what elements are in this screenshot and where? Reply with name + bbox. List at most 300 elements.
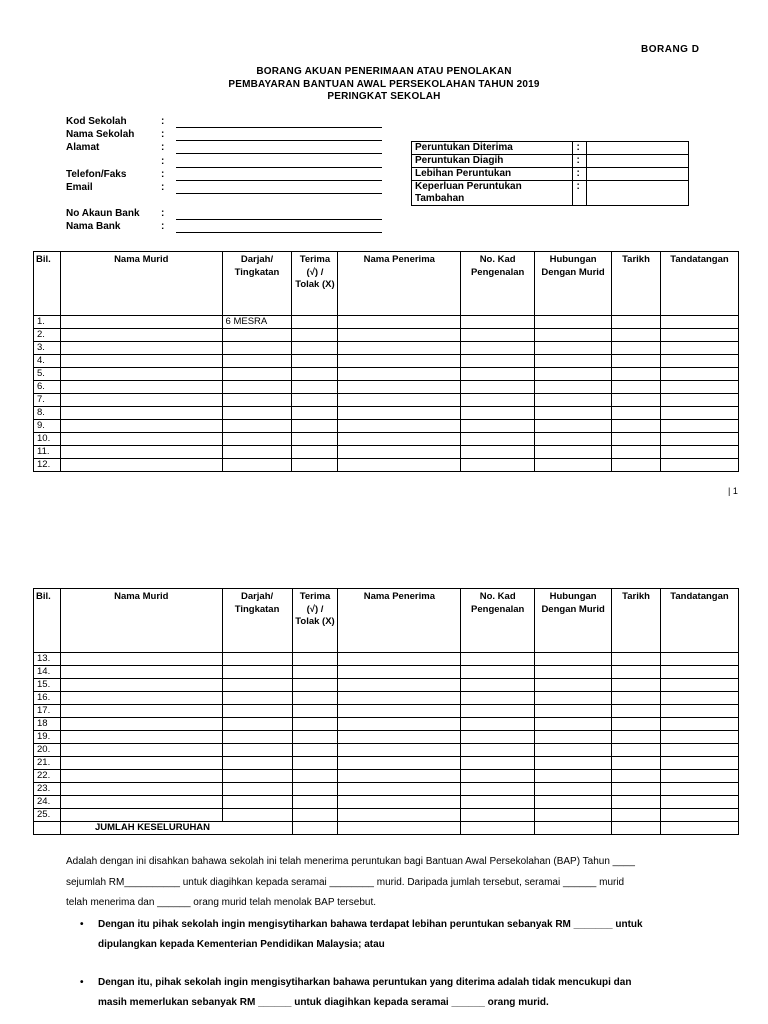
relationship-cell[interactable] xyxy=(535,394,612,407)
accept-reject-cell[interactable] xyxy=(292,770,338,783)
class-cell[interactable] xyxy=(222,679,292,692)
signature-cell[interactable] xyxy=(660,355,738,368)
date-cell[interactable] xyxy=(612,368,661,381)
signature-cell[interactable] xyxy=(660,381,738,394)
table-row xyxy=(34,394,739,407)
date-cell[interactable] xyxy=(612,744,661,757)
table-row xyxy=(34,316,739,329)
recipient-name-cell[interactable] xyxy=(338,407,461,420)
bullet-line: Dengan itu pihak sekolah ingin mengisytiharkan bahawa terdapat lebihan peruntukan sebanyak RM _______ untuk xyxy=(98,919,643,930)
table-row xyxy=(34,459,739,472)
table-row xyxy=(34,744,739,757)
date-cell[interactable] xyxy=(612,381,661,394)
title-line-1: BORANG AKUAN PENERIMAAN ATAU PENOLAKAN xyxy=(256,66,512,77)
recipient-name-cell[interactable] xyxy=(338,381,461,394)
ic-number-cell[interactable] xyxy=(461,679,535,692)
student-name-cell[interactable] xyxy=(60,446,222,459)
recipient-name-cell[interactable] xyxy=(338,433,461,446)
bank-name-field[interactable] xyxy=(176,232,382,233)
student-name-cell[interactable] xyxy=(60,809,222,822)
allocation-surplus-value[interactable] xyxy=(587,168,689,181)
school-code-field[interactable] xyxy=(176,127,382,128)
student-name-cell[interactable] xyxy=(60,420,222,433)
header-accept-reject: Terima (√) / Tolak (X) xyxy=(292,252,338,316)
declaration-paragraph xyxy=(66,852,706,914)
student-name-cell[interactable] xyxy=(60,783,222,796)
accept-reject-cell[interactable] xyxy=(292,653,338,666)
recipient-name-cell[interactable] xyxy=(338,692,461,705)
recipient-name-cell[interactable] xyxy=(338,394,461,407)
relationship-cell[interactable] xyxy=(535,446,612,459)
date-cell[interactable] xyxy=(612,770,661,783)
recipient-name-cell[interactable] xyxy=(338,809,461,822)
student-name-cell[interactable] xyxy=(60,433,222,446)
date-cell[interactable] xyxy=(612,757,661,770)
date-cell[interactable] xyxy=(612,718,661,731)
ic-number-cell[interactable] xyxy=(461,420,535,433)
signature-cell[interactable] xyxy=(661,783,739,796)
accept-reject-cell[interactable] xyxy=(292,666,338,679)
colon: : xyxy=(161,221,165,232)
accept-reject-cell[interactable] xyxy=(292,420,338,433)
row-number: 18 xyxy=(34,718,61,731)
signature-cell[interactable] xyxy=(661,679,739,692)
bank-account-label: No Akaun Bank xyxy=(66,208,140,219)
header-date: Tarikh xyxy=(612,589,661,653)
bank-account-field[interactable] xyxy=(176,219,382,220)
total-cell[interactable] xyxy=(612,822,661,835)
signature-cell[interactable] xyxy=(660,316,738,329)
ic-number-cell[interactable] xyxy=(461,446,535,459)
class-cell[interactable] xyxy=(222,796,292,809)
class-cell[interactable] xyxy=(222,446,292,459)
class-cell[interactable] xyxy=(222,355,292,368)
relationship-cell[interactable] xyxy=(535,796,612,809)
date-cell[interactable] xyxy=(612,394,661,407)
recipient-name-cell[interactable] xyxy=(338,342,461,355)
class-cell[interactable] xyxy=(222,381,292,394)
allocation-row xyxy=(412,168,689,181)
date-cell[interactable] xyxy=(612,459,661,472)
ic-number-cell[interactable] xyxy=(461,381,535,394)
relationship-cell[interactable] xyxy=(535,459,612,472)
page-number: | 1 xyxy=(728,486,738,496)
signature-cell[interactable] xyxy=(661,757,739,770)
table-row xyxy=(34,666,739,679)
class-cell[interactable] xyxy=(222,757,292,770)
header-recipient-name: Nama Penerima xyxy=(338,252,461,316)
email-field[interactable] xyxy=(176,193,382,194)
class-cell[interactable] xyxy=(222,783,292,796)
row-number: 20. xyxy=(34,744,61,757)
recipient-table-page-2 xyxy=(33,588,739,835)
student-name-cell[interactable] xyxy=(60,744,222,757)
bullet-line: masih memerlukan sebanyak RM ______ untuk diagihkan kepada seramai ______ orang murid. xyxy=(98,997,549,1008)
signature-cell[interactable] xyxy=(660,342,738,355)
ic-number-cell[interactable] xyxy=(461,757,535,770)
recipient-name-cell[interactable] xyxy=(338,731,461,744)
signature-cell[interactable] xyxy=(661,731,739,744)
recipient-name-cell[interactable] xyxy=(338,783,461,796)
colon: : xyxy=(161,182,165,193)
row-number: 12. xyxy=(34,459,61,472)
student-name-cell[interactable] xyxy=(60,718,222,731)
school-code-label: Kod Sekolah xyxy=(66,116,127,127)
date-cell[interactable] xyxy=(612,316,661,329)
table-row xyxy=(34,731,739,744)
signature-cell[interactable] xyxy=(660,446,738,459)
class-cell[interactable] xyxy=(222,653,292,666)
relationship-cell[interactable] xyxy=(535,368,612,381)
table-row xyxy=(34,757,739,770)
date-cell[interactable] xyxy=(612,329,661,342)
signature-cell[interactable] xyxy=(660,329,738,342)
recipient-name-cell[interactable] xyxy=(338,718,461,731)
phone-fax-label: Telefon/Faks xyxy=(66,169,127,180)
accept-reject-cell[interactable] xyxy=(292,718,338,731)
header-signature: Tandatangan xyxy=(661,589,739,653)
date-cell[interactable] xyxy=(612,731,661,744)
header-student-name: Nama Murid xyxy=(60,589,222,653)
email-label: Email xyxy=(66,182,93,193)
row-number: 11. xyxy=(34,446,61,459)
student-name-cell[interactable] xyxy=(60,653,222,666)
row-number: 17. xyxy=(34,705,61,718)
table-row xyxy=(34,342,739,355)
signature-cell[interactable] xyxy=(660,368,738,381)
recipient-name-cell[interactable] xyxy=(338,446,461,459)
relationship-cell[interactable] xyxy=(535,329,612,342)
ic-number-cell[interactable] xyxy=(461,459,535,472)
relationship-cell[interactable] xyxy=(535,433,612,446)
student-name-cell[interactable] xyxy=(60,679,222,692)
student-name-cell[interactable] xyxy=(60,731,222,744)
allocation-received-value[interactable] xyxy=(587,142,689,155)
row-number: 24. xyxy=(34,796,61,809)
ic-number-cell[interactable] xyxy=(461,770,535,783)
header-relationship: Hubungan Dengan Murid xyxy=(535,252,612,316)
student-name-cell[interactable] xyxy=(60,355,222,368)
class-cell[interactable]: 6 MESRA xyxy=(222,316,292,329)
class-cell[interactable] xyxy=(222,770,292,783)
accept-reject-cell[interactable] xyxy=(292,329,338,342)
colon: : xyxy=(161,156,165,167)
total-label: JUMLAH KESELURUHAN xyxy=(60,822,292,835)
title-line-3: PERINGKAT SEKOLAH xyxy=(327,91,441,102)
accept-reject-cell[interactable] xyxy=(292,692,338,705)
student-name-cell[interactable] xyxy=(60,459,222,472)
row-number: 16. xyxy=(34,692,61,705)
class-cell[interactable] xyxy=(222,433,292,446)
table-row xyxy=(34,355,739,368)
signature-cell[interactable] xyxy=(660,433,738,446)
recipient-table-page-1 xyxy=(33,251,739,472)
recipient-name-cell[interactable] xyxy=(338,420,461,433)
accept-reject-cell[interactable] xyxy=(292,368,338,381)
ic-number-cell[interactable] xyxy=(461,316,535,329)
colon: : xyxy=(161,208,165,219)
bullet-line: Dengan itu, pihak sekolah ingin mengisytiharkan bahawa peruntukan yang diterima adalah tidak mencukupi dan xyxy=(98,977,632,988)
allocation-distributed-value[interactable] xyxy=(587,155,689,168)
student-name-cell[interactable] xyxy=(60,757,222,770)
bullet-icon: • xyxy=(80,977,84,988)
table-row xyxy=(34,770,739,783)
accept-reject-cell[interactable] xyxy=(292,407,338,420)
recipient-name-cell[interactable] xyxy=(338,744,461,757)
phone-fax-field[interactable] xyxy=(176,180,382,181)
allocation-additional-value[interactable] xyxy=(587,181,689,206)
recipient-name-cell[interactable] xyxy=(338,355,461,368)
date-cell[interactable] xyxy=(612,653,661,666)
ic-number-cell[interactable] xyxy=(461,809,535,822)
ic-number-cell[interactable] xyxy=(461,783,535,796)
table-row xyxy=(34,329,739,342)
accept-reject-cell[interactable] xyxy=(292,394,338,407)
ic-number-cell[interactable] xyxy=(461,718,535,731)
school-name-field[interactable] xyxy=(176,140,382,141)
signature-cell[interactable] xyxy=(661,770,739,783)
accept-reject-cell[interactable] xyxy=(292,796,338,809)
ic-number-cell[interactable] xyxy=(461,342,535,355)
declaration-line-2: sejumlah RM__________ untuk diagihkan kepada seramai ________ murid. Daripada jumlah tersebut, seramai ______ murid xyxy=(66,876,625,888)
relationship-cell[interactable] xyxy=(535,355,612,368)
signature-cell[interactable] xyxy=(661,666,739,679)
accept-reject-cell[interactable] xyxy=(292,381,338,394)
relationship-cell[interactable] xyxy=(535,316,612,329)
accept-reject-cell[interactable] xyxy=(292,731,338,744)
date-cell[interactable] xyxy=(612,692,661,705)
total-cell[interactable] xyxy=(661,822,739,835)
allocation-table xyxy=(411,141,689,206)
allocation-row xyxy=(412,155,689,168)
total-cell[interactable] xyxy=(535,822,612,835)
class-cell[interactable] xyxy=(222,459,292,472)
colon: : xyxy=(573,142,587,155)
class-cell[interactable] xyxy=(222,731,292,744)
accept-reject-cell[interactable] xyxy=(292,433,338,446)
ic-number-cell[interactable] xyxy=(461,705,535,718)
date-cell[interactable] xyxy=(612,796,661,809)
date-cell[interactable] xyxy=(612,433,661,446)
class-cell[interactable] xyxy=(222,420,292,433)
class-cell[interactable] xyxy=(222,666,292,679)
row-number: 8. xyxy=(34,407,61,420)
date-cell[interactable] xyxy=(612,446,661,459)
table-row xyxy=(34,679,739,692)
recipient-name-cell[interactable] xyxy=(338,770,461,783)
declaration-line-1: Adalah dengan ini disahkan bahawa sekolah ini telah menerima peruntukan bagi Bantuan Awal Persekolahan (BAP) Tahun ____ xyxy=(66,856,635,867)
class-cell[interactable] xyxy=(222,394,292,407)
ic-number-cell[interactable] xyxy=(461,692,535,705)
signature-cell[interactable] xyxy=(661,705,739,718)
signature-cell[interactable] xyxy=(661,653,739,666)
ic-number-cell[interactable] xyxy=(461,744,535,757)
table-row xyxy=(34,692,739,705)
accept-reject-cell[interactable] xyxy=(292,355,338,368)
accept-reject-cell[interactable] xyxy=(292,446,338,459)
date-cell[interactable] xyxy=(612,342,661,355)
student-name-cell[interactable] xyxy=(60,770,222,783)
header-class: Darjah/ Tingkatan xyxy=(222,589,292,653)
signature-cell[interactable] xyxy=(660,420,738,433)
ic-number-cell[interactable] xyxy=(461,394,535,407)
recipient-name-cell[interactable] xyxy=(338,705,461,718)
date-cell[interactable] xyxy=(612,783,661,796)
class-cell[interactable] xyxy=(222,744,292,757)
recipient-name-cell[interactable] xyxy=(338,329,461,342)
accept-reject-cell[interactable] xyxy=(292,679,338,692)
date-cell[interactable] xyxy=(612,679,661,692)
ic-number-cell[interactable] xyxy=(461,653,535,666)
student-name-cell[interactable] xyxy=(60,796,222,809)
address-field-2[interactable] xyxy=(176,167,382,168)
relationship-cell[interactable] xyxy=(535,692,612,705)
ic-number-cell[interactable] xyxy=(461,666,535,679)
class-cell[interactable] xyxy=(222,705,292,718)
student-name-cell[interactable] xyxy=(60,342,222,355)
class-cell[interactable] xyxy=(222,718,292,731)
bank-name-label: Nama Bank xyxy=(66,221,121,232)
accept-reject-cell[interactable] xyxy=(292,783,338,796)
signature-cell[interactable] xyxy=(660,407,738,420)
allocation-row xyxy=(412,181,689,206)
ic-number-cell[interactable] xyxy=(461,407,535,420)
relationship-cell[interactable] xyxy=(535,653,612,666)
relationship-cell[interactable] xyxy=(535,809,612,822)
row-number: 15. xyxy=(34,679,61,692)
date-cell[interactable] xyxy=(612,705,661,718)
colon: : xyxy=(573,181,587,206)
address-label: Alamat xyxy=(66,142,100,153)
recipient-name-cell[interactable] xyxy=(338,796,461,809)
row-number: 10. xyxy=(34,433,61,446)
relationship-cell[interactable] xyxy=(535,420,612,433)
allocation-label: Peruntukan Diagih xyxy=(412,155,573,168)
header-relationship: Hubungan Dengan Murid xyxy=(535,589,612,653)
ic-number-cell[interactable] xyxy=(461,368,535,381)
relationship-cell[interactable] xyxy=(535,381,612,394)
student-name-cell[interactable] xyxy=(60,381,222,394)
student-name-cell[interactable] xyxy=(60,394,222,407)
recipient-name-cell[interactable] xyxy=(338,666,461,679)
table-row xyxy=(34,407,739,420)
class-cell[interactable] xyxy=(222,407,292,420)
relationship-cell[interactable] xyxy=(535,757,612,770)
class-cell[interactable] xyxy=(222,368,292,381)
ic-number-cell[interactable] xyxy=(461,796,535,809)
recipient-name-cell[interactable] xyxy=(338,757,461,770)
recipient-name-cell[interactable] xyxy=(338,459,461,472)
ic-number-cell[interactable] xyxy=(461,731,535,744)
ic-number-cell[interactable] xyxy=(461,433,535,446)
form-code: BORANG D xyxy=(641,44,700,55)
header-ic-number: No. Kad Pengenalan xyxy=(461,589,535,653)
student-name-cell[interactable] xyxy=(60,666,222,679)
accept-reject-cell[interactable] xyxy=(292,316,338,329)
address-field-1[interactable] xyxy=(176,153,382,154)
accept-reject-cell[interactable] xyxy=(292,705,338,718)
relationship-cell[interactable] xyxy=(535,770,612,783)
ic-number-cell[interactable] xyxy=(461,329,535,342)
signature-cell[interactable] xyxy=(660,459,738,472)
row-number: 13. xyxy=(34,653,61,666)
class-cell[interactable] xyxy=(222,692,292,705)
class-cell[interactable] xyxy=(222,329,292,342)
relationship-cell[interactable] xyxy=(535,342,612,355)
table-row xyxy=(34,433,739,446)
ic-number-cell[interactable] xyxy=(461,355,535,368)
relationship-cell[interactable] xyxy=(535,783,612,796)
table-row xyxy=(34,796,739,809)
student-name-cell[interactable] xyxy=(60,407,222,420)
allocation-label: Keperluan Peruntukan Tambahan xyxy=(412,181,573,206)
row-number: 22. xyxy=(34,770,61,783)
accept-reject-cell[interactable] xyxy=(292,342,338,355)
signature-cell[interactable] xyxy=(661,744,739,757)
colon: : xyxy=(161,129,165,140)
relationship-cell[interactable] xyxy=(535,744,612,757)
student-name-cell[interactable] xyxy=(60,368,222,381)
table-row xyxy=(34,783,739,796)
relationship-cell[interactable] xyxy=(535,705,612,718)
accept-reject-cell[interactable] xyxy=(292,809,338,822)
recipient-name-cell[interactable] xyxy=(338,679,461,692)
signature-cell[interactable] xyxy=(661,796,739,809)
date-cell[interactable] xyxy=(612,809,661,822)
relationship-cell[interactable] xyxy=(535,718,612,731)
colon: : xyxy=(161,116,165,127)
student-name-cell[interactable] xyxy=(60,692,222,705)
signature-cell[interactable] xyxy=(661,718,739,731)
date-cell[interactable] xyxy=(612,355,661,368)
declaration-line-3: telah menerima dan ______ orang murid telah menolak BAP tersebut. xyxy=(66,897,377,908)
relationship-cell[interactable] xyxy=(535,679,612,692)
student-name-cell[interactable] xyxy=(60,329,222,342)
date-cell[interactable] xyxy=(612,420,661,433)
class-cell[interactable] xyxy=(222,809,292,822)
row-number: 3. xyxy=(34,342,61,355)
total-cell[interactable] xyxy=(461,822,535,835)
header-ic-number: No. Kad Pengenalan xyxy=(461,252,535,316)
row-number: 5. xyxy=(34,368,61,381)
accept-reject-cell[interactable] xyxy=(292,459,338,472)
bullet-icon: • xyxy=(80,919,84,930)
student-name-cell[interactable] xyxy=(60,705,222,718)
class-cell[interactable] xyxy=(222,342,292,355)
signature-cell[interactable] xyxy=(661,692,739,705)
table-header-row xyxy=(34,252,739,316)
table-row xyxy=(34,368,739,381)
recipient-name-cell[interactable] xyxy=(338,653,461,666)
date-cell[interactable] xyxy=(612,407,661,420)
total-cell[interactable] xyxy=(292,822,338,835)
student-name-cell[interactable] xyxy=(60,316,222,329)
row-number: 6. xyxy=(34,381,61,394)
total-cell[interactable] xyxy=(338,822,461,835)
relationship-cell[interactable] xyxy=(535,731,612,744)
accept-reject-cell[interactable] xyxy=(292,757,338,770)
accept-reject-cell[interactable] xyxy=(292,744,338,757)
signature-cell[interactable] xyxy=(661,809,739,822)
recipient-name-cell[interactable] xyxy=(338,368,461,381)
relationship-cell[interactable] xyxy=(535,407,612,420)
table-row xyxy=(34,446,739,459)
date-cell[interactable] xyxy=(612,666,661,679)
relationship-cell[interactable] xyxy=(535,666,612,679)
recipient-name-cell[interactable] xyxy=(338,316,461,329)
table-row xyxy=(34,718,739,731)
signature-cell[interactable] xyxy=(660,394,738,407)
